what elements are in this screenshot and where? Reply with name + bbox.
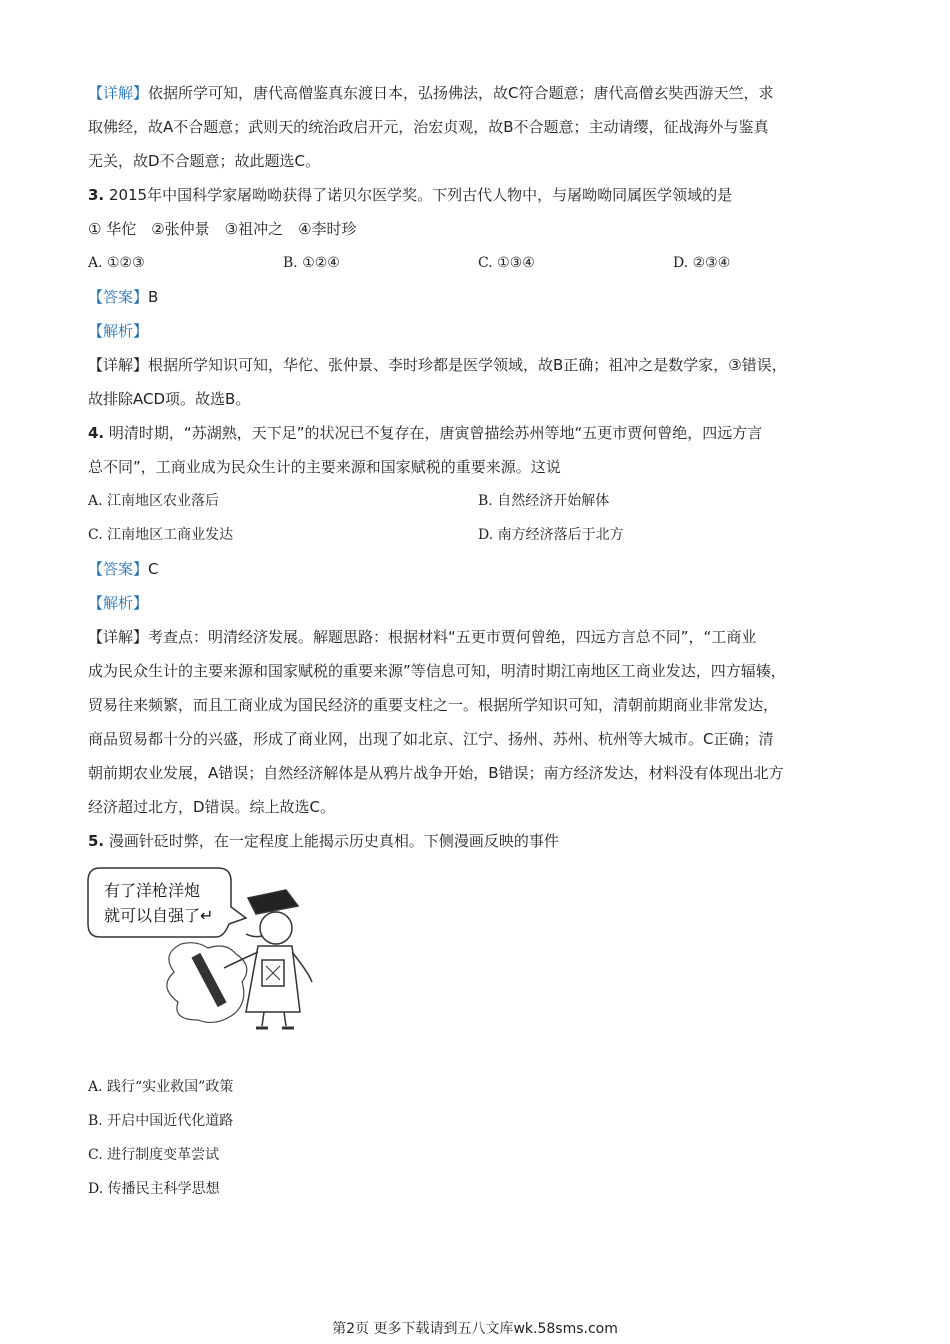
q2-detail-line-3: 无关，故D不合题意；故此题选C。 bbox=[88, 152, 321, 170]
question-3-items: ① 华佗 ②张仲景 ③祖冲之 ④李时珍 bbox=[88, 220, 357, 238]
bubble-line-2: 就可以自强了↵ bbox=[104, 906, 214, 925]
question-4-answer: 【答案】C bbox=[88, 560, 159, 578]
detail-tag: 【详解】 bbox=[88, 84, 149, 102]
bubble-line-1: 有了洋枪洋炮 bbox=[104, 881, 201, 900]
option-b[interactable]: B. 自然经济开始解体 bbox=[478, 493, 610, 509]
question-4-options-row-2 bbox=[88, 518, 874, 552]
question-5-option-a[interactable]: A. 践行“实业救国”政策 bbox=[88, 1079, 234, 1095]
option-a[interactable]: A. 江南地区农业落后 bbox=[88, 493, 220, 509]
question-4-detail-line-1: 【详解】考查点：明清经济发展。解题思路：根据材料“五更市贾何曾绝，四远方言总不同”，“工商业 bbox=[88, 628, 757, 646]
question-3-options bbox=[88, 246, 874, 280]
option-a[interactable]: A. ①②③ bbox=[88, 255, 145, 271]
question-3-detail-line-1: 【详解】根据所学知识可知，华佗、张仲景、李时珍都是医学领域，故B正确；祖冲之是数学家，③错误， bbox=[88, 356, 787, 374]
option-b[interactable]: B. ①②④ bbox=[283, 255, 340, 271]
question-3-answer: 【答案】B bbox=[88, 288, 159, 306]
page-footer: 第2页 更多下载请到五八文库wk.58sms.com bbox=[332, 1321, 618, 1337]
option-c[interactable]: C. ①③④ bbox=[478, 255, 535, 271]
question-4-detail-line-5: 朝前期农业发展，A错误；自然经济解体是从鸦片战争开始，B错误；南方经济发达，材料没有体现出北方 bbox=[88, 764, 784, 782]
q2-detail-line-2: 取佛经，故A不合题意；武则天的统治政启开元，治宏贞观，故B不合题意；主动请缨，征战海外与鉴真 bbox=[88, 118, 769, 136]
question-3-stem: 3. 2015年中国科学家屠呦呦获得了诺贝尔医学奖。下列古代人物中，与屠呦呦同属医学领域的是 bbox=[88, 186, 733, 204]
question-3-detail-line-2: 故排除ACD项。故选B。 bbox=[88, 390, 251, 408]
question-4-analysis-tag: 【解析】 bbox=[88, 594, 149, 612]
speech-bubble bbox=[88, 868, 246, 937]
question-4-stem-line-1: 4. 明清时期，“苏湖熟，天下足”的状况已不复存在，唐寅曾描绘苏州等地“五更市贾何曾绝，四远方言 bbox=[88, 424, 763, 442]
document-page bbox=[88, 76, 874, 1206]
option-c[interactable]: C. 江南地区工商业发达 bbox=[88, 527, 234, 543]
question-4-detail-line-6: 经济超过北方，D错误。综上故选C。 bbox=[88, 798, 336, 816]
question-4-detail-line-3: 贸易往来频繁，而且工商业成为国民经济的重要支柱之一。根据所学知识可知，清朝前期商业非常发达， bbox=[88, 696, 779, 714]
rifle bbox=[191, 953, 226, 1007]
question-5-stem: 5. 漫画针砭时弊，在一定程度上能揭示历史真相。下侧漫画反映的事件 bbox=[88, 832, 559, 850]
question-5-option-c[interactable]: C. 进行制度变革尝试 bbox=[88, 1147, 220, 1163]
question-4-stem-line-2: 总不同”，工商业成为民众生计的主要来源和国家赋税的重要来源。这说 bbox=[88, 458, 561, 476]
option-d[interactable]: D. ②③④ bbox=[673, 255, 731, 271]
question-4-detail-line-4: 商品贸易都十分的兴盛，形成了商业网，出现了如北京、江宁、扬州、苏州、杭州等大城市。C正确；清 bbox=[88, 730, 774, 748]
question-4-detail-line-2: 成为民众生计的主要来源和国家赋税的重要来源”等信息可知，明清时期江南地区工商业发达，四方辐辏， bbox=[88, 662, 786, 680]
question-5-option-b[interactable]: B. 开启中国近代化道路 bbox=[88, 1113, 234, 1129]
cartoon-image bbox=[86, 862, 336, 1042]
question-4-options-row-1 bbox=[88, 484, 874, 518]
q2-detail-line-1: 【详解】依据所学可知，唐代高僧鉴真东渡日本，弘扬佛法，故C符合题意；唐代高僧玄奘西游天竺，求 bbox=[88, 84, 774, 102]
option-d[interactable]: D. 南方经济落后于北方 bbox=[478, 527, 624, 543]
question-5-option-d[interactable]: D. 传播民主科学思想 bbox=[88, 1181, 220, 1197]
question-3-analysis-tag: 【解析】 bbox=[88, 322, 149, 340]
